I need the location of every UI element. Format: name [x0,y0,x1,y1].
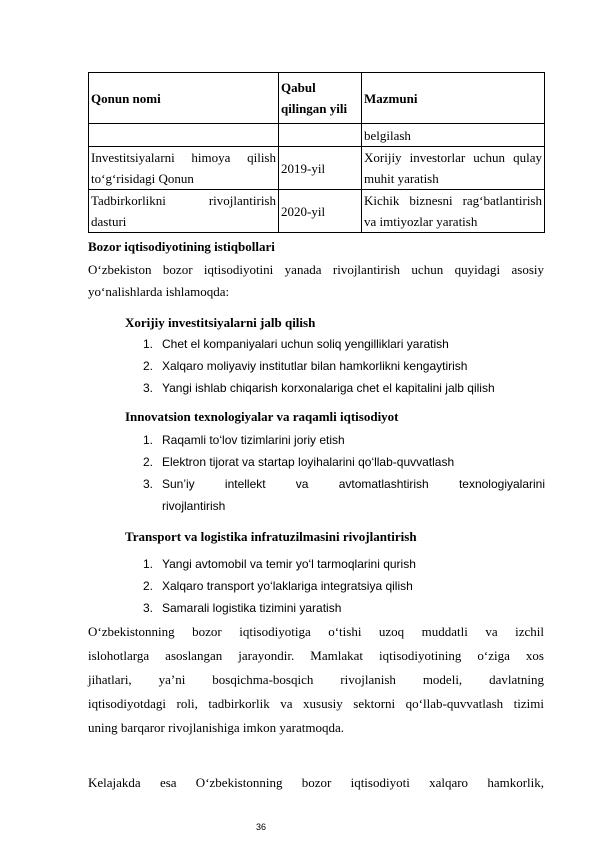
header-adopted-year-text: Qabul qilingan yili [281,80,348,116]
list-number: 1. [143,337,154,351]
header-content: Mazmuni [362,73,545,124]
list-item-text: Xalqaro transport yo‘laklariga integratsiya qilish [162,579,413,593]
list-item-text: Yangi avtomobil va temir yo‘l tarmoqlarini qurish [162,557,416,571]
paragraph-line: jihatlari, ya’ni bosqichma-bosqich rivojlanish modeli, davlatning [88,672,544,687]
paragraph-line: yo‘nalishlarda ishlamoqda: [88,284,230,299]
table-row [89,124,545,147]
list-item-text: Samarali logistika tizimini yaratish [162,601,342,615]
table-header-row [89,73,545,124]
list-item [125,429,545,451]
list-item [125,553,545,575]
law-table [88,72,545,233]
list-item-text-cont: rivojlantirish [162,499,226,513]
cell-content [362,190,545,233]
list-number: 3. [143,601,154,615]
list-item-text: Xalqaro moliyaviy institutlar bilan hamkorlikni kengaytirish [162,359,468,373]
list-innovation [125,429,545,517]
list-item-text: Elektron tijorat va startap loyihalarini qo‘llab-quvvatlash [162,455,455,469]
header-law-name: Qonun nomi [89,73,279,124]
section-title: Bozor iqtisodiyotining istiqbollari [88,239,275,254]
cell-name-line: dasturi [91,214,127,229]
list-item-text: Yangi ishlab chiqarish korxonalariga chet el kapitalini jalb qilish [162,381,495,395]
paragraph-line: iqtisodiyotdagi roli, tadbirkorlik va xususiy sektorni qo‘llab-quvvatlash tizimi [88,696,544,711]
intro-paragraph [88,259,544,303]
conclusion-paragraph [88,620,544,740]
cell-content-line: Xorijiy investorlar uchun qulay [364,150,542,165]
subheading-transport: Transport va logistika infratuzilmasini rivojlantirish [125,529,417,544]
list-transport [125,553,545,619]
list-number: 1. [143,557,154,571]
page-number: 36 [256,822,267,832]
paragraph-line: O‘zbekistonning bozor iqtisodiyotiga o‘tishi uzoq muddatli va izchil [88,624,544,639]
cell-name [89,147,279,190]
list-item [125,355,545,377]
paragraph-line: O‘zbekiston bozor iqtisodiyotini yanada rivojlantirish uchun quyidagi asosiy [88,262,544,277]
list-item [125,597,545,619]
list-number: 3. [143,477,154,491]
cell-content-line: muhit yaratish [364,171,439,186]
cell-name-line: Tadbirkorlikni rivojlantirish [91,193,276,208]
list-number: 2. [143,455,154,469]
paragraph-line: islohotlarga asoslangan jarayondir. Mamlakat iqtisodiyotining o‘ziga xos [88,648,544,663]
subheading-foreign-investment: Xorijiy investitsiyalarni jalb qilish [125,315,316,330]
list-item [125,333,545,355]
header-adopted-year [279,73,362,124]
cell-content: belgilash [362,124,545,147]
cell-content-line: va imtiyozlar yaratish [364,214,478,229]
cell-name [89,124,279,147]
table-row [89,147,545,190]
paragraph-line: Kelajakda esa O‘zbekistonning bozor iqtisodiyoti xalqaro hamkorlik, [88,775,544,790]
table-row [89,190,545,233]
paragraph-line: uning barqaror rivojlanishiga imkon yaratmoqda. [88,720,344,735]
list-foreign-investment [125,333,545,399]
cell-name-line: Investitsiyalarni himoya qilish [91,150,276,165]
cell-year [279,124,362,147]
cell-year: 2020-yil [279,190,362,233]
closing-line [88,772,544,794]
cell-name [89,190,279,233]
list-item-text: Chet el kompaniyalari uchun soliq yengilliklari yaratish [162,337,449,351]
cell-content-line: Kichik biznesni rag‘batlantirish [364,193,542,208]
list-item-text: Raqamli to‘lov tizimlarini joriy etish [162,433,345,447]
cell-content [362,147,545,190]
subheading-innovation: Innovatsion texnologiyalar va raqamli iqtisodiyot [125,409,399,424]
cell-year: 2019-yil [279,147,362,190]
cell-name-line: to‘g‘risidagi Qonun [91,171,194,186]
list-item [125,377,545,399]
list-item [125,575,545,597]
list-number: 2. [143,579,154,593]
list-item [125,473,545,517]
list-item [125,451,545,473]
list-number: 3. [143,381,154,395]
list-number: 2. [143,359,154,373]
list-item-text: Sun’iy intellekt va avtomatlashtirish texnologiyalarini [162,477,545,491]
list-number: 1. [143,433,154,447]
